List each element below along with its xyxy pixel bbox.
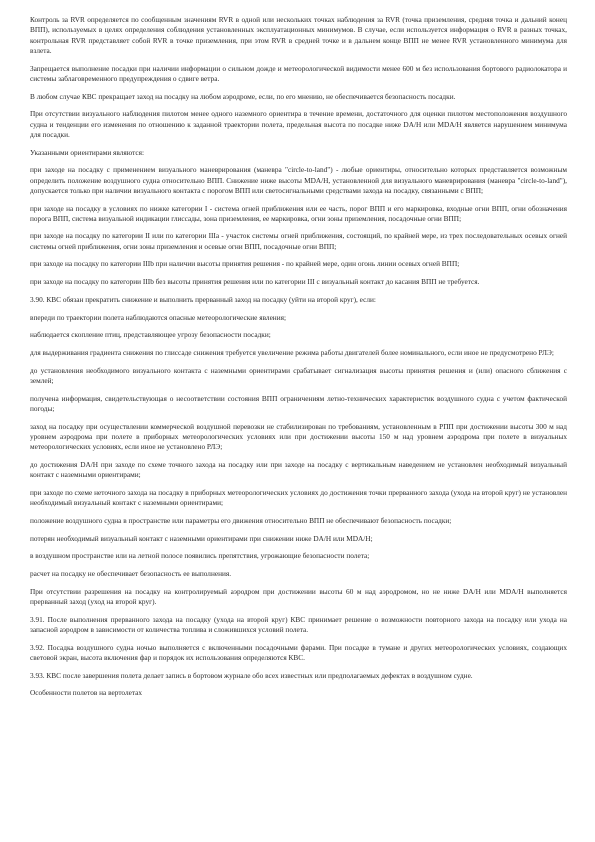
paragraph-references-heading: Указанными ориентирами являются: bbox=[30, 147, 145, 157]
paragraph-390: 3.90. КВС обязан прекратить снижение и выполнить прерванный заход на посадку (уйти на второй круг), если: bbox=[30, 294, 376, 304]
paragraph-lost-contact: потерян необходимый визуальный контакт с наземными ориентирами при снижении ниже DA/H или MDA/H; bbox=[30, 533, 373, 543]
paragraph-hazard-weather: впереди по траектории полета наблюдаются опасные метеорологические явления; bbox=[30, 312, 286, 322]
paragraph-cat-3b-dh: при заходе на посадку по категории IIIb при наличии высоты принятия решения - по крайней мере, один огонь линии осевых огней ВПП; bbox=[30, 259, 460, 269]
paragraph-cat-3b-no-dh: при заходе на посадку по категории IIIb без высоты принятия решения или по категории III с визуальный контакт до касания ВПП не требуется. bbox=[30, 277, 480, 287]
paragraph-visual-reference: При отсутствии визуального наблюдения пилотом менее одного наземного ориентира в течение времени, достаточного для оценки пилотом местоположения воздушного судна и тенденции его изменения по отношению к заданной траектории полета, предельная высота по посадке ниже DA/H или MDA/H является нарушением минимума для посадки. bbox=[30, 109, 567, 139]
paragraph-runway-state: получена информация, свидетельствующая о несоответствии состояния ВПП ограничениям летно-технических характеристик воздушного судна с учетом фактической погоды; bbox=[30, 393, 567, 413]
paragraph-obstacles: в воздушном пространстве или на летной полосе появились препятствия, угрожающие безопасности полета; bbox=[30, 551, 370, 561]
paragraph-helicopters-heading: Особенности полетов на вертолетах bbox=[30, 688, 143, 698]
paragraph-heavy-rain: Запрещается выполнение посадки при наличии информации о сильном дожде и метеорологической видимости менее 600 м без использования бортового радиолокатора и системы заблаговременного предупреждения о сдвиге ветра. bbox=[30, 63, 567, 83]
paragraph-no-clearance: При отсутствии разрешения на посадку на контролируемый аэродром при достижении высоты 60 м над аэродромом, но не ниже DA/H или MDA/H выполняется прерванный заход (уход на второй круг). bbox=[30, 586, 567, 606]
paragraph-da-h: до достижения DA/H при заходе по схеме точного захода на посадку или при заходе на посадку с вертикальным наведением не установлен необходимый визуальный контакт с наземными ориентирами; bbox=[30, 459, 567, 480]
paragraph-alert: до установления необходимого визуального контакта с наземными ориентирами срабатывает сигнализация высоты принятия решения и (или) опасного сближения с землей; bbox=[30, 365, 567, 385]
paragraph-393: 3.93. КВС после завершения полета делает запись в бортовом журнале обо всех известных или предполагаемых дефектах в воздушном судне. bbox=[30, 670, 473, 680]
paragraph-stabilized: заход на посадку при осуществлении коммерческой воздушной перевозки не стабилизирован по требованиям, установленным в РПП при достижении высоты 300 м над уровнем аэродрома при полете в приборных метеорологических условиях или при достижении высоты 150 м над уровнем аэродрома при полете в визуальных метеорологических условиях, если иное не установлено РЛЭ; bbox=[30, 421, 567, 452]
paragraph-nonprecision: при заходе по схеме неточного захода на посадку в приборных метеорологических условиях до достижения точки прерванного захода (ухода на второй круг) не установлен необходимый визуальный контакт с наземными ориентирами; bbox=[30, 487, 567, 508]
paragraph-pic-abort: В любом случае КВС прекращает заход на посадку на любом аэродроме, если, по его мнению, не обеспечивается безопасность посадки. bbox=[30, 91, 456, 101]
paragraph-thrust: для выдерживания градиента снижения по глиссаде снижения требуется увеличение режима работы двигателей более номинального, если иное не предусмотрено РЛЭ; bbox=[30, 347, 554, 357]
paragraph-position: положение воздушного судна в пространстве или параметры его движения относительно ВПП не обеспечивают безопасность посадки; bbox=[30, 515, 452, 525]
paragraph-calculation: расчет на посадку не обеспечивает безопасность ее выполнения. bbox=[30, 568, 232, 578]
paragraph-392: 3.92. Посадка воздушного судна ночью выполняется с включенными посадочными фарами. При посадке в тумане и других метеорологических условиях, создающих световой экран, высота включения фар и порядок их использования определяются КВС. bbox=[30, 642, 567, 662]
paragraph-below-cat-1: при заходе на посадку в условиях по нижке категории I - система огней приближения или ее часть, порог ВПП и его маркировка, входные огни ВПП, огни обозначения порога ВПП, система визуальной индикации глиссады, зона приземления, ее маркировка, огни зоны приземления, посадочные огни ВПП; bbox=[30, 203, 567, 223]
paragraph-rvr-control: Контроль за RVR определяется по сообщенным значениям RVR в одной или нескольких точках наблюдения за RVR (точка приземления, средняя точка и дальний конец ВПП), используемых в целях определения соблюдения установленных эксплуатационных минимумов. В случае, если используется информация о RVR в разных точках, контрольная RVR представляет собой RVR в точке приземления, при этом RVR в средней точке и в дальнем конце ВПП не менее RVR установленного минимума для взлета. bbox=[30, 15, 567, 55]
paragraph-cat-2-3a: при заходе на посадку по категории II или по категории IIIa - участок системы огней приближения, состоящий, по крайней мере, из трех последовательных осевых огней системы огней приближения, огни зоны приземления и осевые огни ВПП, посадочные огни ВПП; bbox=[30, 231, 567, 251]
document-page bbox=[30, 15, 567, 706]
paragraph-circle-to-land: при заходе на посадку с применением визуального маневрирования (маневра "circle-to-land") - любые ориентиры, относительно которых представляется возможным определить положение воздушного судна относительно ВПП. Снижение ниже высоты MDA/H, установленной для визуального маневрирования (маневра "circle-to-land"), допускается только при наличии визуального контакта с порогом ВПП или светосигнальными средствами захода на посадку, связанными с ВПП; bbox=[30, 165, 567, 195]
paragraph-391: 3.91. После выполнения прерванного захода на посадку (ухода на второй круг) КВС принимает решение о возможности повторного захода на посадку или ухода на запасной аэродром в зависимости от количества топлива и сложившихся условий полета. bbox=[30, 614, 567, 634]
paragraph-birds: наблюдается скопление птиц, представляющее угрозу безопасности посадки; bbox=[30, 330, 271, 340]
